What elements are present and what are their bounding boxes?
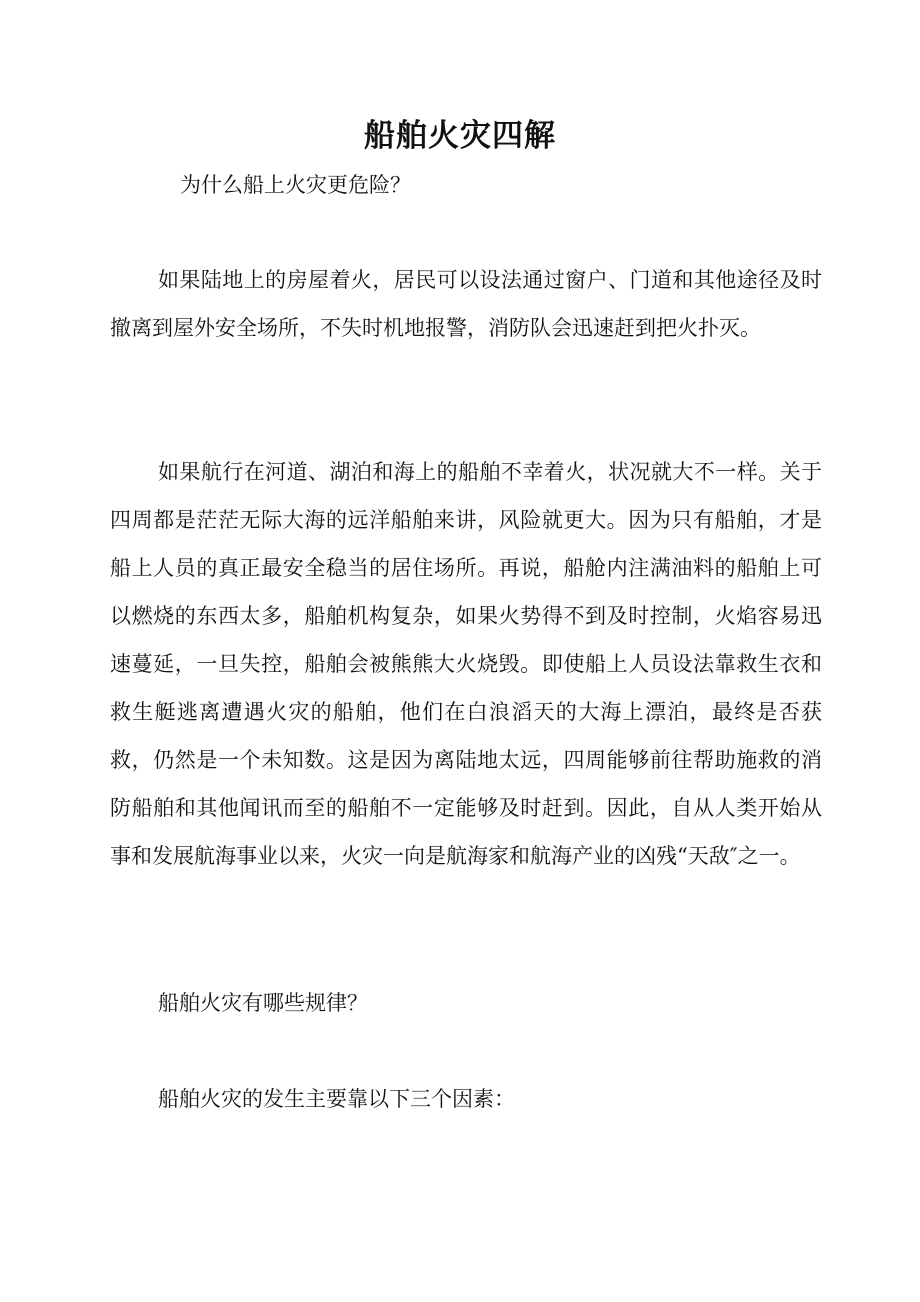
section-intro: 船舶火灾的发生主要靠以下三个因素： [158,1087,515,1111]
section-heading: 船舶火灾有哪些规律？ [158,991,368,1015]
paragraph-land-fire: 如果陆地上的房屋着火，居民可以设法通过窗户、门道和其他途径及时撤离到屋外安全场所，不失时机地报警，消防队会迅速赶到把火扑灭。 [110,268,822,340]
document-title: 船舶火灾四解 [364,118,556,154]
document-subtitle: 为什么船上火灾更危险？ [180,173,411,197]
paragraph-ship-fire: 如果航行在河道、湖泊和海上的船舶不幸着火，状况就大不一样。关于四周都是茫茫无际大海的远洋船舶来讲，风险就更大。因为只有船舶，才是船上人员的真正最安全稳当的居住场所。再说，船舱内注满油料的船舶上可以燃烧的东西太多，船舶机构复杂，如果火势得不到及时控制，火焰容易迅速蔓延，一旦失控，船舶会被熊熊大火烧毁。即使船上人员设法靠救生衣和救生艇逃离遭遇火灾的船舶，他们在白浪滔天的大海上漂泊，最终是否获救，仍然是一个未知数。这是因为离陆地太远，四周能够前往帮助施救的消防船舶和其他闻讯而至的船舶不一定能够及时赶到。因此，自从人类开始从事和发展航海事业以来，火灾一向是航海家和航海产业的凶残“天敌″之一。 [110,460,822,868]
